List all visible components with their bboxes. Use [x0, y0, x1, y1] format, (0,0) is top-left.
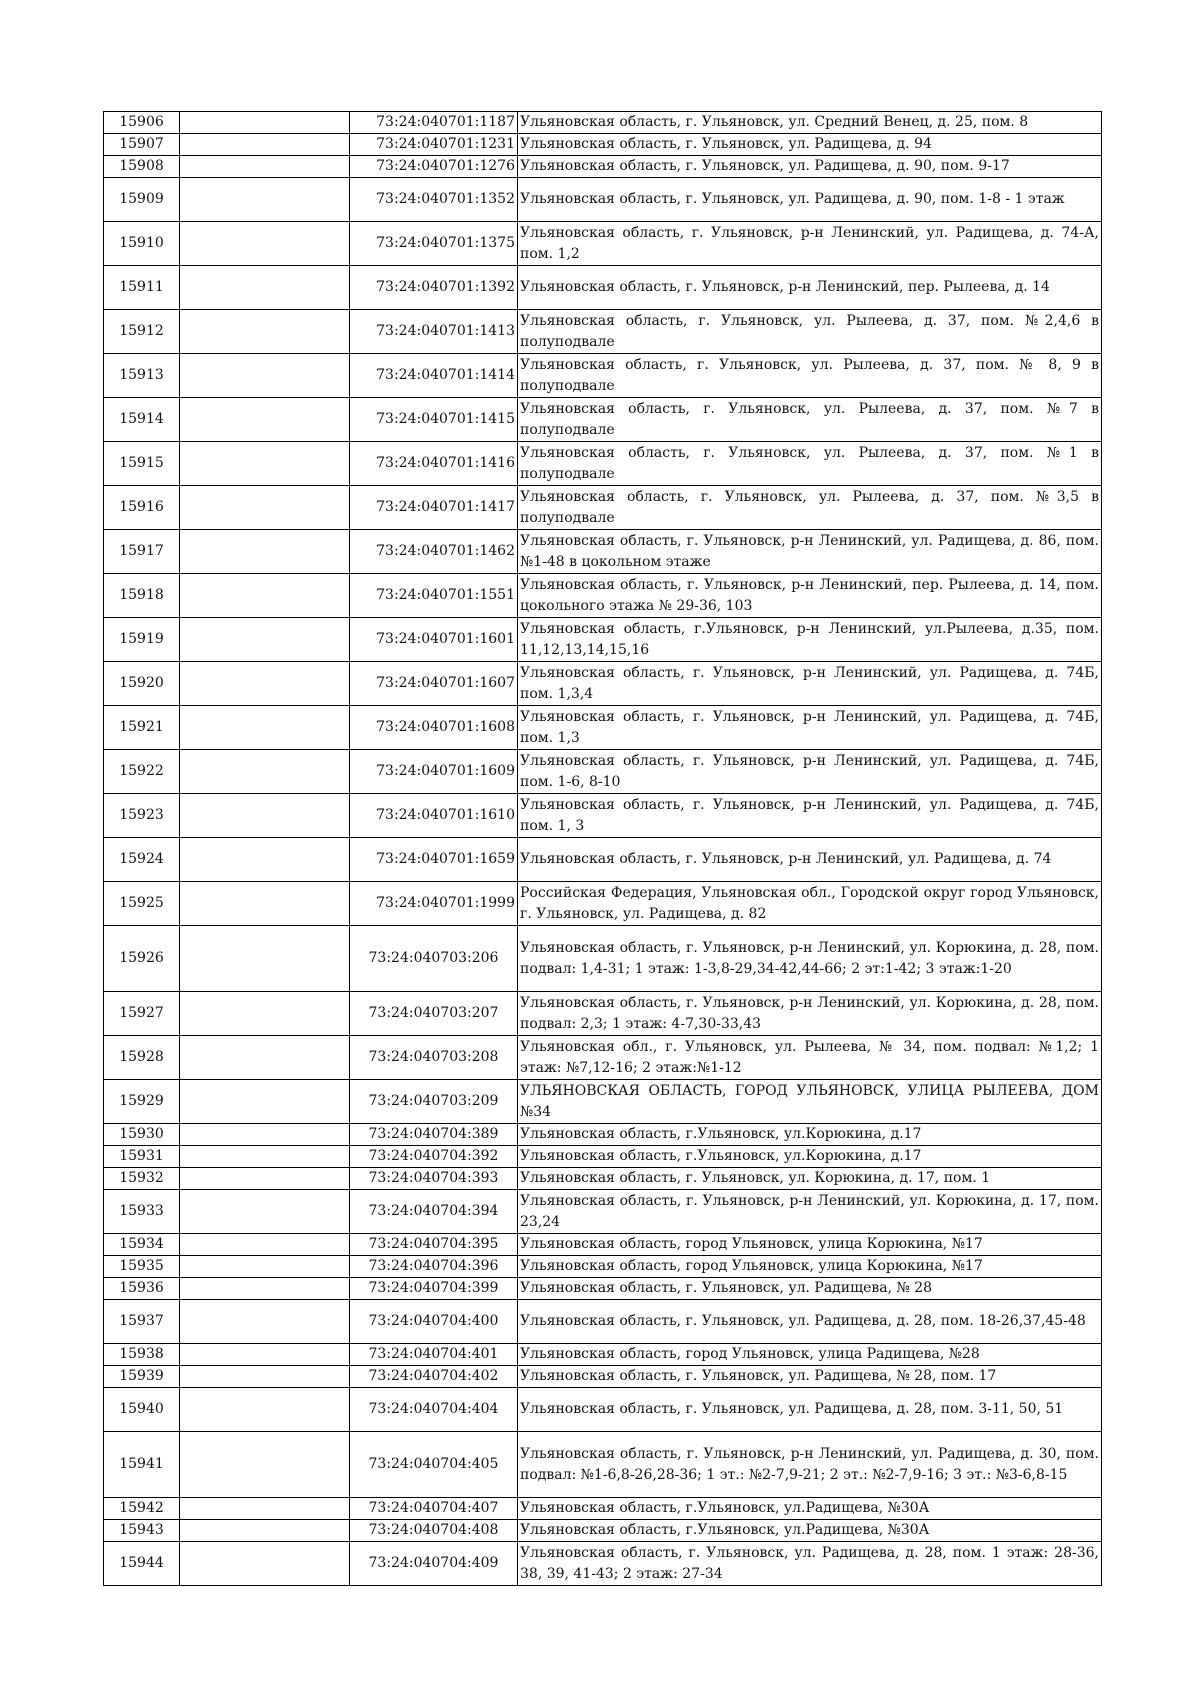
empty-cell [180, 310, 350, 354]
row-number-cell: 15933 [104, 1190, 180, 1234]
cadastral-number-cell: 73:24:040701:1231 [350, 134, 518, 156]
cadastral-number-cell: 73:24:040703:208 [350, 1036, 518, 1080]
row-number-cell: 15935 [104, 1256, 180, 1278]
address-cell: Ульяновская область, г. Ульяновск, ул. Радищева, д. 90, пом. 9-17 [518, 156, 1102, 178]
row-number-cell: 15944 [104, 1542, 180, 1586]
cadastral-number-cell: 73:24:040704:393 [350, 1168, 518, 1190]
address-cell: УЛЬЯНОВСКАЯ ОБЛАСТЬ, ГОРОД УЛЬЯНОВСК, УЛИЦА РЫЛЕЕВА, ДОМ №34 [518, 1080, 1102, 1124]
cadastral-number-cell: 73:24:040701:1609 [350, 750, 518, 794]
empty-cell [180, 112, 350, 134]
address-cell: Ульяновская область, г. Ульяновск, ул. Рылеева, д. 37, пом. №2,4,6 в полуподвале [518, 310, 1102, 354]
row-number-cell: 15934 [104, 1234, 180, 1256]
address-cell: Ульяновская область, город Ульяновск, улица Корюкина, №17 [518, 1256, 1102, 1278]
table-row [104, 1278, 1102, 1300]
empty-cell [180, 1146, 350, 1168]
row-number-cell: 15936 [104, 1278, 180, 1300]
empty-cell [180, 134, 350, 156]
cadastral-number-cell: 73:24:040704:404 [350, 1388, 518, 1432]
table-row [104, 1366, 1102, 1388]
empty-cell [180, 222, 350, 266]
table-row [104, 1036, 1102, 1080]
address-cell: Ульяновская область, г. Ульяновск, ул. Средний Венец, д. 25, пом. 8 [518, 112, 1102, 134]
cadastral-number-cell: 73:24:040703:207 [350, 992, 518, 1036]
row-number-cell: 15928 [104, 1036, 180, 1080]
empty-cell [180, 750, 350, 794]
cadastral-number-cell: 73:24:040701:1601 [350, 618, 518, 662]
cadastral-number-cell: 73:24:040701:1413 [350, 310, 518, 354]
empty-cell [180, 1432, 350, 1498]
empty-cell [180, 992, 350, 1036]
table-row [104, 354, 1102, 398]
row-number-cell: 15912 [104, 310, 180, 354]
empty-cell [180, 1498, 350, 1520]
empty-cell [180, 266, 350, 310]
cadastral-number-cell: 73:24:040704:409 [350, 1542, 518, 1586]
address-cell: Ульяновская область, г. Ульяновск, ул. Радищева, д. 28, пом. 18-26,37,45-48 [518, 1300, 1102, 1344]
address-cell: Ульяновская область, г. Ульяновск, р-н Ленинский, ул. Радищева, д. 74Б, пом. 1,3,4 [518, 662, 1102, 706]
row-number-cell: 15915 [104, 442, 180, 486]
cadastral-number-cell: 73:24:040701:1610 [350, 794, 518, 838]
address-cell: Ульяновская область, г. Ульяновск, р-н Ленинский, ул. Радищева, д. 74Б, пом. 1, 3 [518, 794, 1102, 838]
cadastral-number-cell: 73:24:040701:1608 [350, 706, 518, 750]
cadastral-number-cell: 73:24:040701:1659 [350, 838, 518, 882]
row-number-cell: 15927 [104, 992, 180, 1036]
empty-cell [180, 838, 350, 882]
cadastral-number-cell: 73:24:040704:399 [350, 1278, 518, 1300]
empty-cell [180, 1300, 350, 1344]
row-number-cell: 15916 [104, 486, 180, 530]
empty-cell [180, 442, 350, 486]
table-row [104, 398, 1102, 442]
empty-cell [180, 1366, 350, 1388]
empty-cell [180, 662, 350, 706]
address-cell: Ульяновская область, г. Ульяновск, р-н Ленинский, ул. Радищева, д. 86, пом.№1-48 в цокольном этаже [518, 530, 1102, 574]
table-row [104, 882, 1102, 926]
address-cell: Ульяновская область, г.Ульяновск, ул.Радищева, №30А [518, 1520, 1102, 1542]
row-number-cell: 15920 [104, 662, 180, 706]
cadastral-number-cell: 73:24:040703:206 [350, 926, 518, 992]
address-cell: Ульяновская область, г. Ульяновск, р-н Ленинский, ул. Радищева, д. 30, пом. подвал: №1-6,8-26,28-36; 1 эт.: №2-7,9-21; 2 эт.: №2-7,9-16; 3 эт.: №3-6,8-15 [518, 1432, 1102, 1498]
table-row [104, 156, 1102, 178]
empty-cell [180, 398, 350, 442]
table-row [104, 838, 1102, 882]
address-cell: Ульяновская область, г. Ульяновск, ул. Радищева, № 28 [518, 1278, 1102, 1300]
row-number-cell: 15942 [104, 1498, 180, 1520]
table-row [104, 1256, 1102, 1278]
row-number-cell: 15919 [104, 618, 180, 662]
row-number-cell: 15921 [104, 706, 180, 750]
address-cell: Ульяновская область, г.Ульяновск, ул.Радищева, №30А [518, 1498, 1102, 1520]
empty-cell [180, 926, 350, 992]
row-number-cell: 15911 [104, 266, 180, 310]
row-number-cell: 15910 [104, 222, 180, 266]
table-row [104, 530, 1102, 574]
empty-cell [180, 1234, 350, 1256]
address-cell: Ульяновская область, г. Ульяновск, р-н Ленинский, пер. Рылеева, д. 14, пом. цокольного этажа № 29-36, 103 [518, 574, 1102, 618]
empty-cell [180, 354, 350, 398]
address-cell: Ульяновская область, г. Ульяновск, ул. Радищева, д. 90, пом. 1-8 - 1 этаж [518, 178, 1102, 222]
address-cell: Ульяновская область, г. Ульяновск, р-н Ленинский, ул. Радищева, д. 74Б, пом. 1,3 [518, 706, 1102, 750]
empty-cell [180, 486, 350, 530]
empty-cell [180, 706, 350, 750]
table-row [104, 134, 1102, 156]
empty-cell [180, 1256, 350, 1278]
registry-table-body [104, 112, 1102, 1586]
cadastral-number-cell: 73:24:040704:394 [350, 1190, 518, 1234]
empty-cell [180, 1278, 350, 1300]
empty-cell [180, 1344, 350, 1366]
empty-cell [180, 178, 350, 222]
address-cell: Ульяновская область, г. Ульяновск, р-н Ленинский, ул. Корюкина, д. 17, пом. 23,24 [518, 1190, 1102, 1234]
table-row [104, 1300, 1102, 1344]
row-number-cell: 15924 [104, 838, 180, 882]
table-row [104, 1080, 1102, 1124]
row-number-cell: 15923 [104, 794, 180, 838]
row-number-cell: 15941 [104, 1432, 180, 1498]
address-cell: Ульяновская область, г. Ульяновск, ул. Радищева, № 28, пом. 17 [518, 1366, 1102, 1388]
table-row [104, 178, 1102, 222]
empty-cell [180, 1036, 350, 1080]
table-row [104, 574, 1102, 618]
empty-cell [180, 1190, 350, 1234]
table-row [104, 1146, 1102, 1168]
address-cell: Ульяновская область, г. Ульяновск, ул. Рылеева, д. 37, пом. №1 в полуподвале [518, 442, 1102, 486]
empty-cell [180, 1542, 350, 1586]
cadastral-number-cell: 73:24:040701:1417 [350, 486, 518, 530]
table-row [104, 1124, 1102, 1146]
row-number-cell: 15913 [104, 354, 180, 398]
address-cell: Ульяновская область, г.Ульяновск, ул.Корюкина, д.17 [518, 1146, 1102, 1168]
address-cell: Ульяновская область, г. Ульяновск, ул. Рылеева, д. 37, пом. №7 в полуподвале [518, 398, 1102, 442]
empty-cell [180, 1124, 350, 1146]
cadastral-number-cell: 73:24:040701:1607 [350, 662, 518, 706]
empty-cell [180, 1168, 350, 1190]
empty-cell [180, 1388, 350, 1432]
table-row [104, 112, 1102, 134]
table-row [104, 1190, 1102, 1234]
registry-table [103, 111, 1102, 1586]
row-number-cell: 15918 [104, 574, 180, 618]
row-number-cell: 15908 [104, 156, 180, 178]
row-number-cell: 15937 [104, 1300, 180, 1344]
table-row [104, 266, 1102, 310]
address-cell: Российская Федерация, Ульяновская обл., Городской округ город Ульяновск, г. Ульяновск, ул. Радищева, д. 82 [518, 882, 1102, 926]
table-row [104, 1520, 1102, 1542]
table-row [104, 926, 1102, 992]
row-number-cell: 15907 [104, 134, 180, 156]
cadastral-number-cell: 73:24:040701:1187 [350, 112, 518, 134]
table-row [104, 794, 1102, 838]
address-cell: Ульяновская область, г. Ульяновск, ул. Радищева, д. 28, пом. 1 этаж: 28-36, 38, 39, 41-43; 2 этаж: 27-34 [518, 1542, 1102, 1586]
cadastral-number-cell: 73:24:040703:209 [350, 1080, 518, 1124]
empty-cell [180, 882, 350, 926]
address-cell: Ульяновская область, г.Ульяновск, ул.Корюкина, д.17 [518, 1124, 1102, 1146]
row-number-cell: 15931 [104, 1146, 180, 1168]
row-number-cell: 15943 [104, 1520, 180, 1542]
empty-cell [180, 1520, 350, 1542]
table-row [104, 1344, 1102, 1366]
row-number-cell: 15930 [104, 1124, 180, 1146]
table-row [104, 1168, 1102, 1190]
row-number-cell: 15914 [104, 398, 180, 442]
row-number-cell: 15909 [104, 178, 180, 222]
cadastral-number-cell: 73:24:040704:405 [350, 1432, 518, 1498]
cadastral-number-cell: 73:24:040701:1276 [350, 156, 518, 178]
row-number-cell: 15939 [104, 1366, 180, 1388]
address-cell: Ульяновская область, г. Ульяновск, ул. Рылеева, д. 37, пом. № 8, 9 в полуподвале [518, 354, 1102, 398]
address-cell: Ульяновская область, г. Ульяновск, ул. Радищева, д. 28, пом. 3-11, 50, 51 [518, 1388, 1102, 1432]
row-number-cell: 15925 [104, 882, 180, 926]
cadastral-number-cell: 73:24:040704:400 [350, 1300, 518, 1344]
address-cell: Ульяновская область, город Ульяновск, улица Корюкина, №17 [518, 1234, 1102, 1256]
empty-cell [180, 156, 350, 178]
address-cell: Ульяновская область, г. Ульяновск, р-н Ленинский, пер. Рылеева, д. 14 [518, 266, 1102, 310]
cadastral-number-cell: 73:24:040704:395 [350, 1234, 518, 1256]
address-cell: Ульяновская область, г. Ульяновск, ул. Радищева, д. 94 [518, 134, 1102, 156]
table-row [104, 1542, 1102, 1586]
row-number-cell: 15917 [104, 530, 180, 574]
table-row [104, 1498, 1102, 1520]
row-number-cell: 15940 [104, 1388, 180, 1432]
address-cell: Ульяновская область, г. Ульяновск, р-н Ленинский, ул. Корюкина, д. 28, пом. подвал: 1,4-31; 1 этаж: 1-3,8-29,34-42,44-66; 2 эт:1-42; 3 этаж:1-20 [518, 926, 1102, 992]
address-cell: Ульяновская область, г.Ульяновск, р-н Ленинский, ул.Рылеева, д.35, пом. 11,12,13,14,15,16 [518, 618, 1102, 662]
row-number-cell: 15929 [104, 1080, 180, 1124]
address-cell: Ульяновская обл., г. Ульяновск, ул. Рылеева, № 34, пом. подвал: №1,2; 1 этаж: №7,12-16; 2 этаж:№1-12 [518, 1036, 1102, 1080]
address-cell: Ульяновская область, г. Ульяновск, р-н Ленинский, ул. Радищева, д. 74Б, пом. 1-6, 8-10 [518, 750, 1102, 794]
cadastral-number-cell: 73:24:040701:1416 [350, 442, 518, 486]
table-row [104, 706, 1102, 750]
table-row [104, 222, 1102, 266]
cadastral-number-cell: 73:24:040704:401 [350, 1344, 518, 1366]
table-row [104, 1388, 1102, 1432]
cadastral-number-cell: 73:24:040704:389 [350, 1124, 518, 1146]
table-row [104, 662, 1102, 706]
address-cell: Ульяновская область, город Ульяновск, улица Радищева, №28 [518, 1344, 1102, 1366]
empty-cell [180, 794, 350, 838]
table-row [104, 486, 1102, 530]
address-cell: Ульяновская область, г. Ульяновск, р-н Ленинский, ул. Радищева, д. 74-А, пом. 1,2 [518, 222, 1102, 266]
table-row [104, 1234, 1102, 1256]
address-cell: Ульяновская область, г. Ульяновск, ул. Рылеева, д. 37, пом. №3,5 в полуподвале [518, 486, 1102, 530]
cadastral-number-cell: 73:24:040701:1999 [350, 882, 518, 926]
table-row [104, 442, 1102, 486]
cadastral-number-cell: 73:24:040701:1392 [350, 266, 518, 310]
empty-cell [180, 530, 350, 574]
row-number-cell: 15938 [104, 1344, 180, 1366]
empty-cell [180, 618, 350, 662]
cadastral-number-cell: 73:24:040701:1352 [350, 178, 518, 222]
cadastral-number-cell: 73:24:040701:1551 [350, 574, 518, 618]
address-cell: Ульяновская область, г. Ульяновск, р-н Ленинский, ул. Корюкина, д. 28, пом. подвал: 2,3; 1 этаж: 4-7,30-33,43 [518, 992, 1102, 1036]
address-cell: Ульяновская область, г. Ульяновск, ул. Корюкина, д. 17, пом. 1 [518, 1168, 1102, 1190]
table-row [104, 992, 1102, 1036]
cadastral-number-cell: 73:24:040701:1415 [350, 398, 518, 442]
table-row [104, 618, 1102, 662]
cadastral-number-cell: 73:24:040701:1462 [350, 530, 518, 574]
empty-cell [180, 1080, 350, 1124]
empty-cell [180, 574, 350, 618]
row-number-cell: 15932 [104, 1168, 180, 1190]
cadastral-number-cell: 73:24:040704:396 [350, 1256, 518, 1278]
cadastral-number-cell: 73:24:040701:1414 [350, 354, 518, 398]
table-row [104, 310, 1102, 354]
address-cell: Ульяновская область, г. Ульяновск, р-н Ленинский, ул. Радищева, д. 74 [518, 838, 1102, 882]
cadastral-number-cell: 73:24:040704:408 [350, 1520, 518, 1542]
row-number-cell: 15922 [104, 750, 180, 794]
table-row [104, 1432, 1102, 1498]
row-number-cell: 15906 [104, 112, 180, 134]
cadastral-number-cell: 73:24:040704:402 [350, 1366, 518, 1388]
table-row [104, 750, 1102, 794]
cadastral-number-cell: 73:24:040701:1375 [350, 222, 518, 266]
cadastral-number-cell: 73:24:040704:392 [350, 1146, 518, 1168]
row-number-cell: 15926 [104, 926, 180, 992]
cadastral-number-cell: 73:24:040704:407 [350, 1498, 518, 1520]
